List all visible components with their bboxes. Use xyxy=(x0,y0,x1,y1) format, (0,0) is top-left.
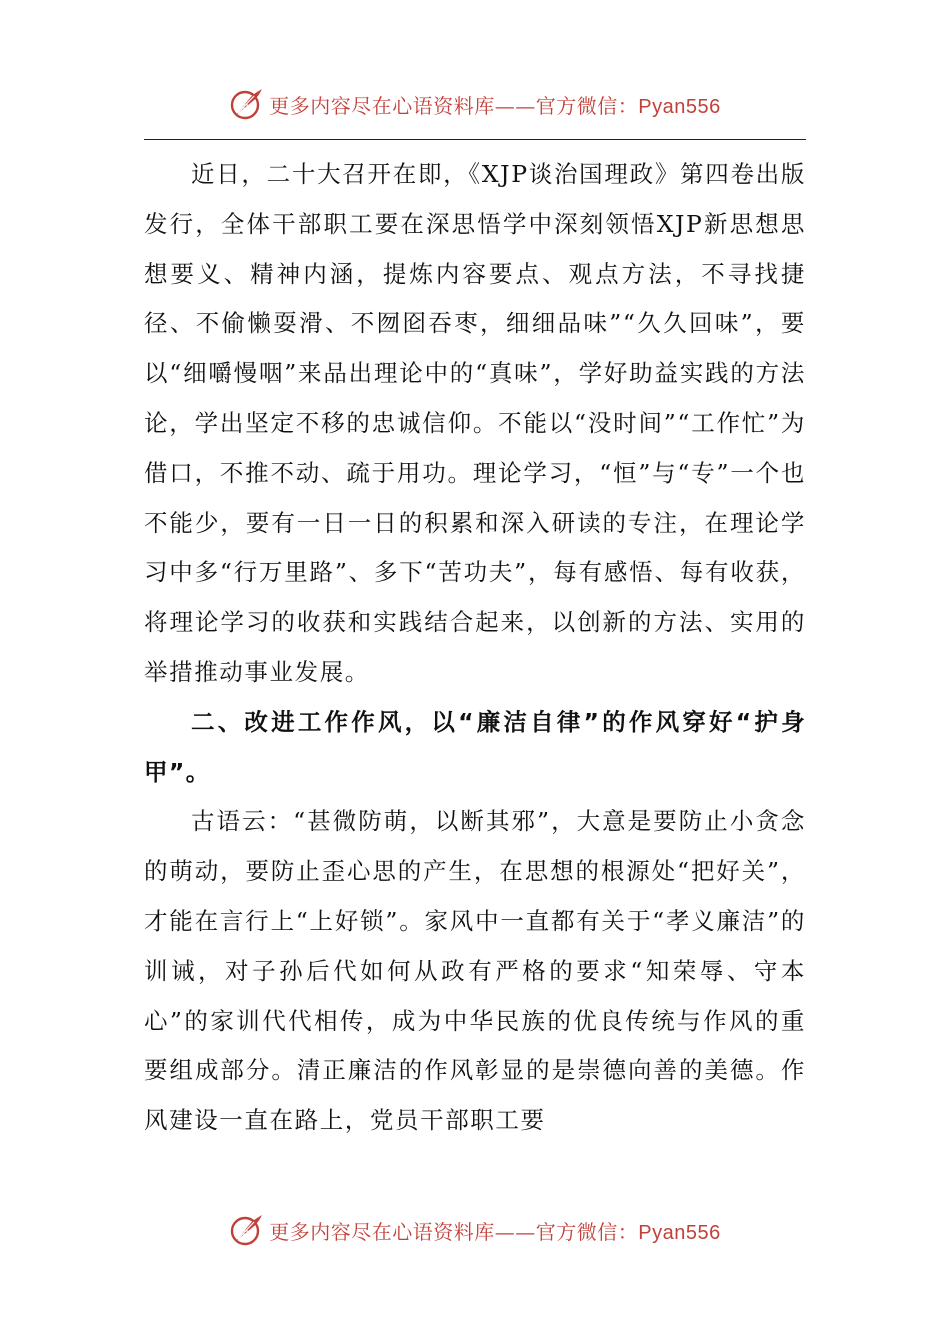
feather-pen-icon xyxy=(229,1212,265,1248)
banner-wechat-id: Pyan556 xyxy=(638,1221,721,1244)
banner-main-text: 更多内容尽在心语资料库 xyxy=(269,1219,495,1244)
footer-banner xyxy=(0,1208,950,1252)
banner-wechat-id: Pyan556 xyxy=(638,95,721,118)
header-banner-text xyxy=(269,90,720,119)
header-divider xyxy=(144,139,806,140)
header-banner xyxy=(0,82,950,126)
banner-dash: —— xyxy=(494,1219,536,1244)
footer-banner-text xyxy=(269,1216,720,1245)
banner-dash: —— xyxy=(494,93,536,118)
section-heading-2: 二、改进工作作风，以“廉洁自律”的作风穿好“护身甲”。 xyxy=(144,707,806,786)
banner-label: 官方微信： xyxy=(535,93,639,118)
banner-main-text: 更多内容尽在心语资料库 xyxy=(269,93,495,118)
document-body xyxy=(144,150,806,1146)
paragraph-integrity: 古语云：“甚微防萌，以断其邪”，大意是要防止小贪念的萌动，要防止歪心思的产生，在思想的根源处“把好关”，才能在言行上“上好锁”。家风中一直都有关于“孝义廉洁”的训诫，对子孙后代如何从政有严格的要求“知荣辱、守本心”的家训代代相传，成为中华民族的优良传统与作风的重要组成部分。清正廉洁的作风彰显的是崇德向善的美德。作风建设一直在路上，党员干部职工要 xyxy=(144,807,806,1135)
feather-pen-icon xyxy=(229,86,265,122)
paragraph-theory-study: 近日，二十大召开在即，《XJP谈治国理政》第四卷出版发行，全体干部职工要在深思悟学中深刻领悟XJP新思想思想要义、精神内涵，提炼内容要点、观点方法，不寻找捷径、不偷懒耍滑、不囫囵吞枣，细细品味”“久久回味”，要以“细嚼慢咽”来品出理论中的“真味”，学好助益实践的方法论，学出坚定不移的忠诚信仰。不能以“没时间”“工作忙”为借口，不推不动、疏于用功。理论学习，“恒”与“专”一个也不能少，要有一日一日的积累和深入研读的专注，在理论学习中多“行万里路”、多下“苦功夫”，每有感悟、每有收获，将理论学习的收获和实践结合起来，以创新的方法、实用的举措推动事业发展。 xyxy=(144,160,806,686)
banner-label: 官方微信： xyxy=(535,1219,639,1244)
